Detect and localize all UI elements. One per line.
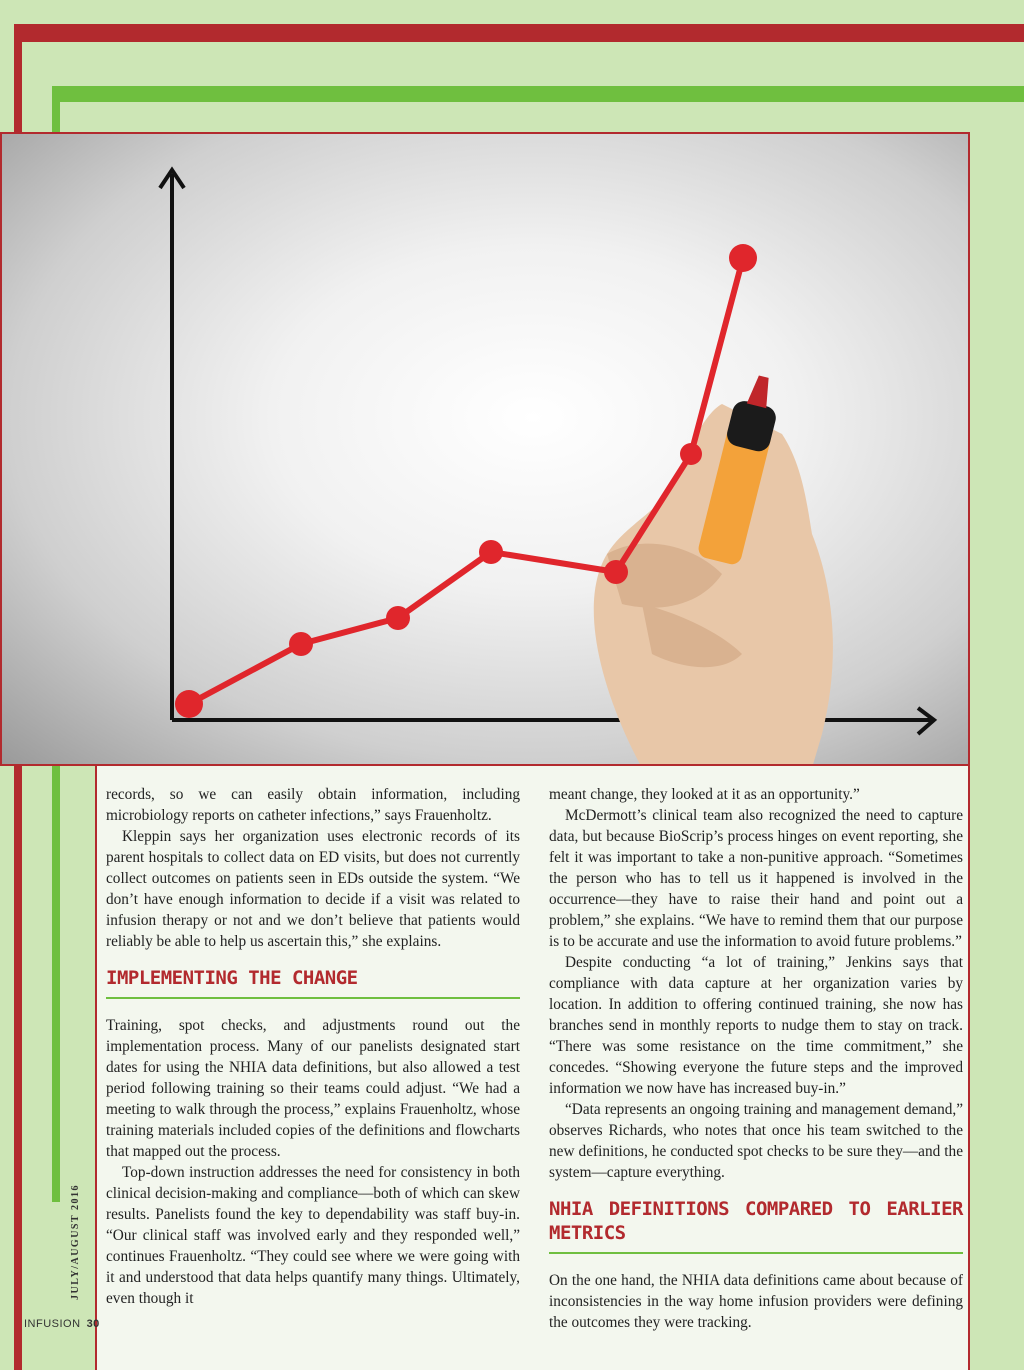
rising-graph-drawing [2, 134, 970, 766]
magazine-name: INFUSION [24, 1318, 81, 1330]
paragraph: records, so we can easily obtain information, including microbiology reports on catheter infections,” says Frauenholtz. [106, 786, 520, 824]
paragraph: McDermott’s clinical team also recognized the need to capture data, but because BioScrip’s process hinges on event reporting, she felt it was important to take a non-punitive approach. “Sometimes the person who has to tell us it happened is involved in the occurrence—they have to raise their hand and point out a problem,” she explains. “We have to remind them that our purpose is to be accurate and use the information to avoid future problems.” [549, 807, 963, 950]
paragraph: “Data represents an ongoing training and management demand,” observes Richards, who notes that once his team switched to the new definitions, he conducted spot checks to be sure they—and the system—capture everything. [549, 1101, 963, 1181]
page-number: 30 [86, 1318, 100, 1330]
graph-point-1 [175, 690, 203, 718]
graph-point-3 [386, 606, 410, 630]
graph-point-7 [729, 244, 757, 272]
paragraph: meant change, they looked at it as an opportunity.” [549, 786, 860, 803]
graph-point-4 [479, 540, 503, 564]
paragraph: Top-down instruction addresses the need for consistency in both clinical decision-making and compliance—both of which can skew results. Panelists found the key to dependability was staff buy-in. “Our clinical staff was involved early and they responded well,” continues Frauenholtz. “They could see where we were going with it and understood that data helps quantify many things. Ultimately, even though it [106, 1164, 520, 1307]
section-heading: IMPLEMENTING THE CHANGE [106, 966, 520, 999]
green-frame-top [52, 86, 1024, 102]
paragraph: Training, spot checks, and adjustments round out the implementation process. Many of our panelists designated start dates for using the NHIA data definitions, but also allowed a test period following training so their teams could adjust. “We had a meeting to walk through the process,” explains Frauenholtz, whose training materials included copies of the definitions and flowcharts that mapped out the process. [106, 1017, 520, 1160]
article-column-right [549, 784, 963, 1333]
paragraph: On the one hand, the NHIA data definitions came about because of inconsistencies in the way home infusion providers were defining the outcomes they were tracking. [549, 1272, 963, 1331]
article-text-panel [95, 766, 970, 1370]
paragraph: Kleppin says her organization uses electronic records of its parent hospitals to collect data on ED visits, but does not currently collect outcomes on patients seen in EDs outside the system. “We don’t have enough information to decide if a visit was related to infusion therapy or not and we don’t believe that patients would reliably be able to help us ascertain this,” she explains. [106, 828, 520, 950]
graph-point-6 [680, 443, 702, 465]
hero-illustration [0, 132, 970, 766]
graph-point-5 [604, 560, 628, 584]
section-heading: NHIA DEFINITIONS COMPARED TO EARLIER METRICS [549, 1197, 963, 1254]
page-folio [24, 1318, 100, 1330]
issue-date: JULY/AUGUST 2016 [70, 1184, 81, 1300]
paragraph: Despite conducting “a lot of training,” Jenkins says that compliance with data capture at her organization varies by location. In addition to offering continued training, she now has branches send in monthly reports to nudge them to stay on track. “There was some resistance on the time commitment,” she concedes. “Showing everyone the future steps and the improved information we now have has increased buy-in.” [549, 954, 963, 1097]
graph-point-2 [289, 632, 313, 656]
article-column-left [106, 784, 520, 1309]
red-frame-top [14, 24, 1024, 42]
